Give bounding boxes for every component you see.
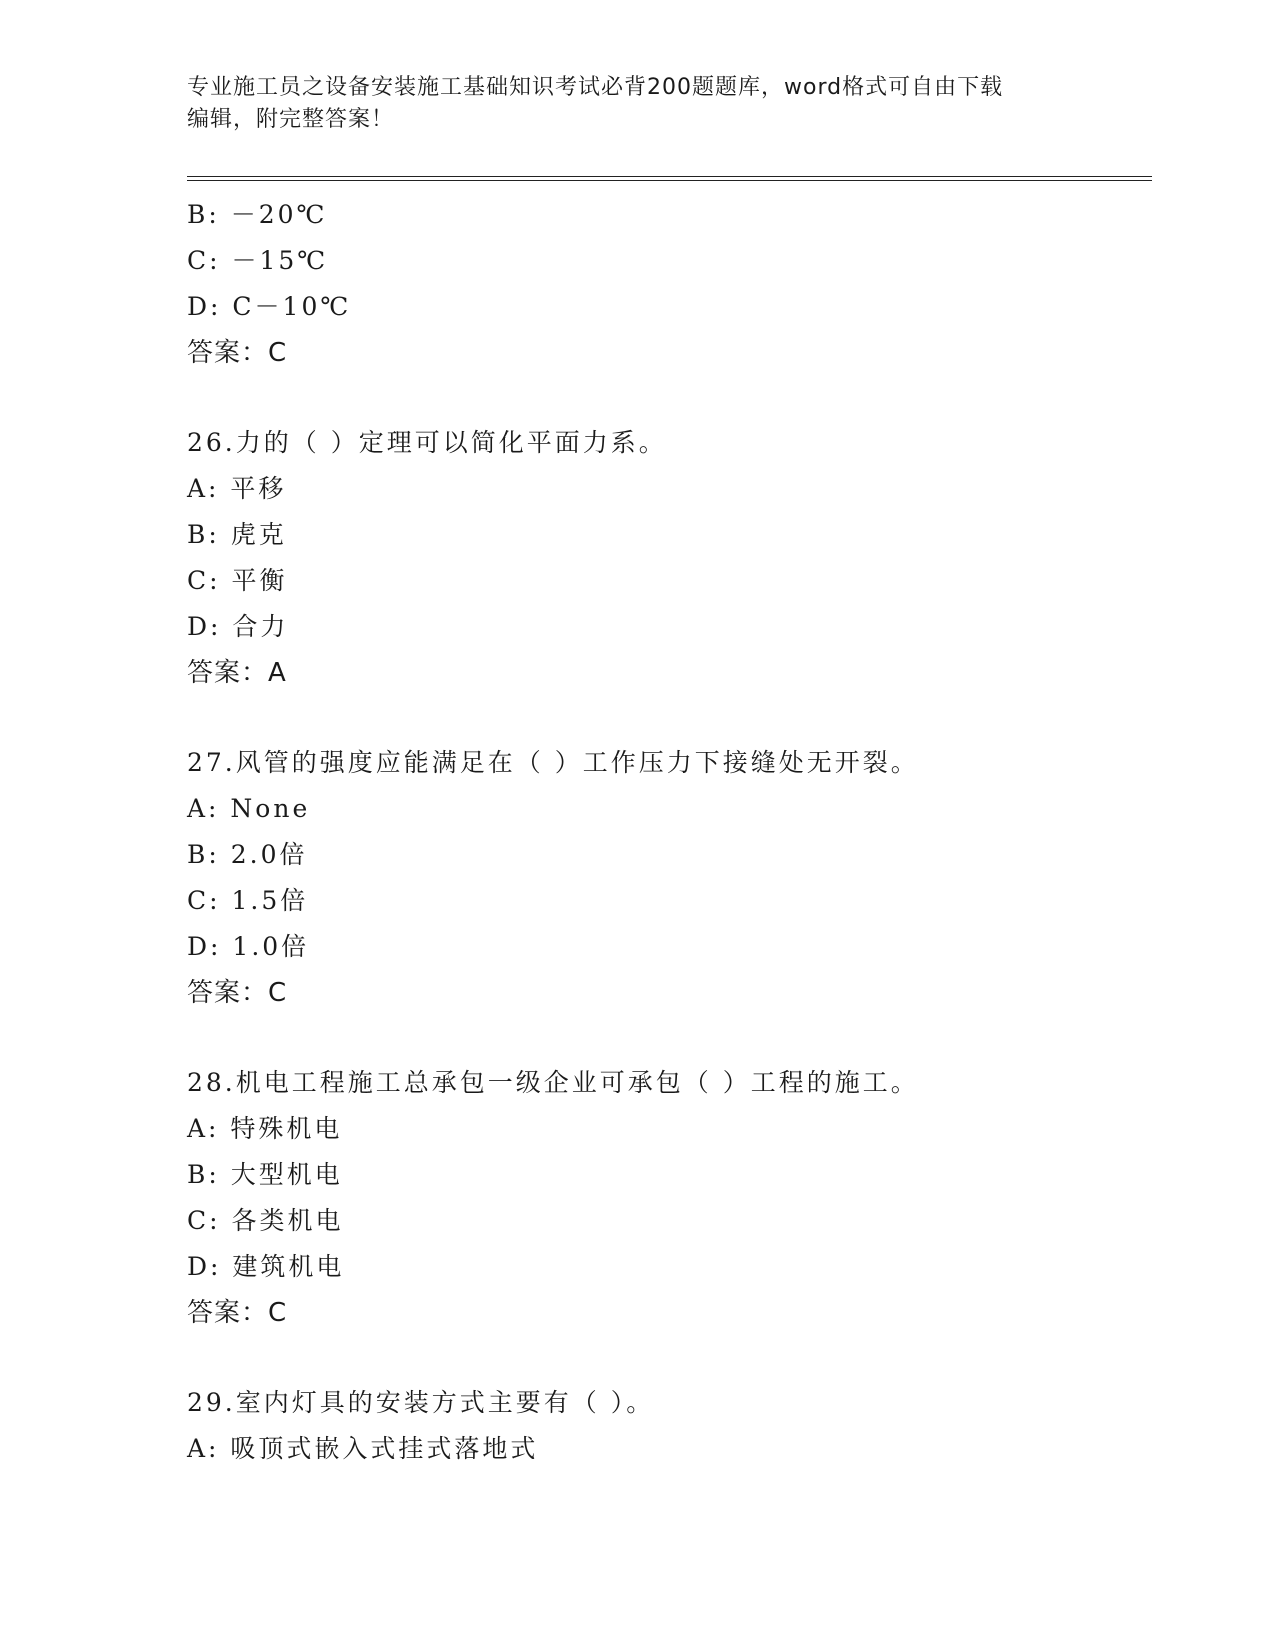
option-b: B: －20℃ bbox=[187, 200, 328, 229]
option-b: B: 2.0倍 bbox=[187, 840, 308, 869]
question-stem: 29.室内灯具的安装方式主要有（ ）。 bbox=[187, 1388, 655, 1417]
option-a: A: 平移 bbox=[187, 474, 287, 503]
page-header bbox=[187, 72, 1087, 136]
answer-line: 答案：A bbox=[187, 658, 287, 688]
option-d: D: 1.0倍 bbox=[187, 932, 310, 961]
question-28 bbox=[187, 1060, 1152, 1336]
option-d: D: C－10℃ bbox=[187, 292, 352, 321]
answer-line: 答案：C bbox=[187, 1298, 288, 1328]
option-c: C: 平衡 bbox=[187, 566, 288, 595]
option-a: A: None bbox=[187, 794, 311, 823]
spacer bbox=[187, 1336, 1152, 1380]
question-26 bbox=[187, 420, 1152, 696]
question-stem: 26.力的（ ）定理可以简化平面力系。 bbox=[187, 428, 667, 457]
question-29 bbox=[187, 1380, 1152, 1472]
answer-line: 答案：C bbox=[187, 338, 288, 368]
option-b: B: 虎克 bbox=[187, 520, 287, 549]
option-d: D: 合力 bbox=[187, 612, 289, 641]
question-27 bbox=[187, 740, 1152, 1016]
option-c: C: 1.5倍 bbox=[187, 886, 309, 915]
spacer bbox=[187, 1016, 1152, 1060]
question-stem: 28.机电工程施工总承包一级企业可承包（ ）工程的施工。 bbox=[187, 1068, 919, 1097]
question-stem: 27.风管的强度应能满足在（ ）工作压力下接缝处无开裂。 bbox=[187, 748, 919, 777]
header-title-line-1: 专业施工员之设备安装施工基础知识考试必背200题题库，word格式可自由下载 bbox=[187, 75, 1004, 100]
spacer bbox=[187, 696, 1152, 740]
option-a: A: 吸顶式嵌入式挂式落地式 bbox=[187, 1434, 539, 1463]
partial-question bbox=[187, 192, 1152, 376]
option-d: D: 建筑机电 bbox=[187, 1252, 345, 1281]
option-a: A: 特殊机电 bbox=[187, 1114, 343, 1143]
header-title-line-2: 编辑，附完整答案！ bbox=[187, 107, 395, 132]
option-c: C: 各类机电 bbox=[187, 1206, 344, 1235]
document-body bbox=[187, 192, 1152, 1472]
option-b: B: 大型机电 bbox=[187, 1160, 343, 1189]
header-divider bbox=[187, 176, 1152, 181]
option-c: C: －15℃ bbox=[187, 246, 329, 275]
answer-line: 答案：C bbox=[187, 978, 288, 1008]
spacer bbox=[187, 376, 1152, 420]
